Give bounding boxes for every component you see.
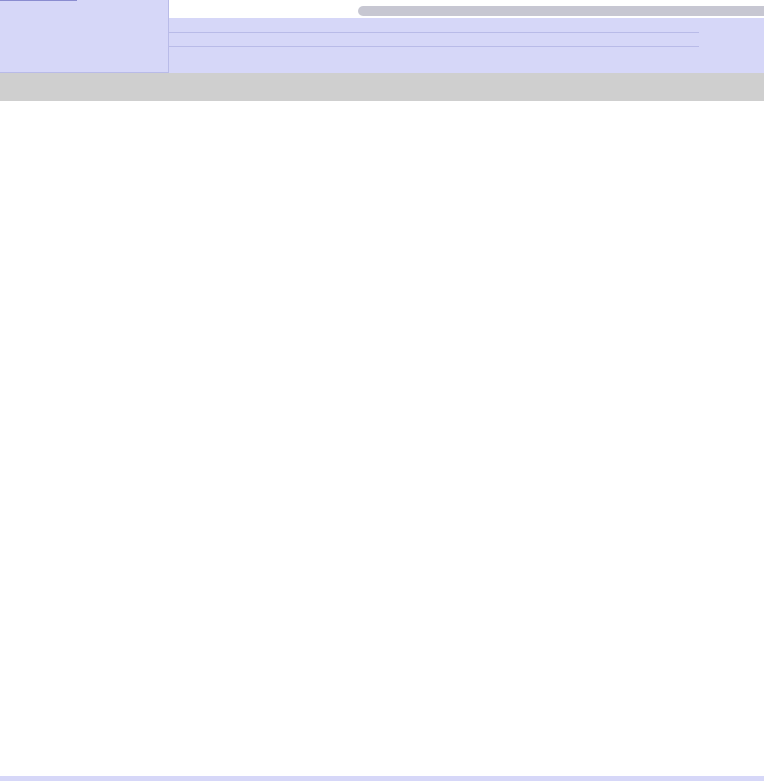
header-corner-line bbox=[0, 0, 77, 1]
scrollbar-thumb[interactable] bbox=[358, 6, 764, 16]
actions-row bbox=[0, 73, 764, 101]
horizontal-scrollbar[interactable] bbox=[169, 0, 764, 18]
header-divider bbox=[169, 32, 699, 33]
species-header bbox=[0, 0, 169, 73]
header-divider bbox=[169, 46, 699, 47]
table-bottom-strip bbox=[0, 776, 764, 781]
